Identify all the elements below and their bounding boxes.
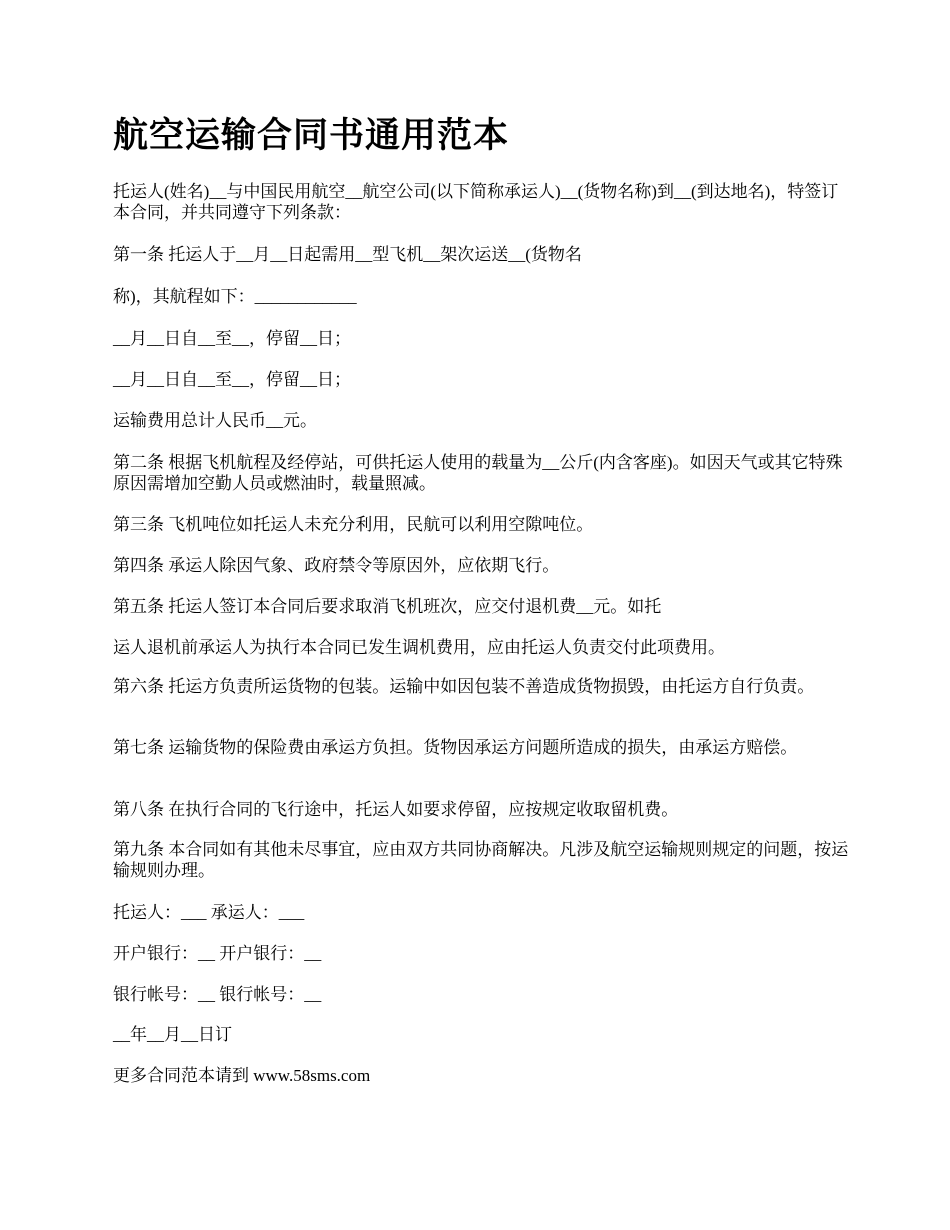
- clause-4: 第四条 承运人除因气象、政府禁令等原因外，应依期飞行。: [113, 556, 560, 575]
- clause-1-line-1: 第一条 托运人于__月__日起需用__型飞机__架次运送__(货物名: [113, 245, 582, 264]
- clause-5-line-1: 第五条 托运人签订本合同后要求取消飞机班次，应交付退机费__元。如托: [113, 597, 662, 616]
- clause-9: 第九条 本合同如有其他未尽事宜，应由双方共同协商解决。凡涉及航空运输规则规定的问题，按运输规则办理。: [113, 840, 849, 880]
- clause-5-line-2: 运人退机前承运人为执行本合同已发生调机费用，应由托运人负责交付此项费用。: [113, 638, 725, 657]
- document-title: 航空运输合同书通用范本: [113, 116, 510, 156]
- intro-paragraph: 托运人(姓名)__与中国民用航空__航空公司(以下简称承运人)__(货物名称)到__(到达地名)，特签订本合同，并共同遵守下列条款：: [113, 182, 839, 222]
- total-cost-line: 运输费用总计人民币__元。: [113, 411, 317, 430]
- bank-account-line: 银行帐号：__ 银行帐号：__: [113, 985, 322, 1004]
- clause-3: 第三条 飞机吨位如托运人未充分利用，民航可以利用空隙吨位。: [113, 515, 594, 534]
- clause-1-line-2: 称)，其航程如下：____________: [113, 287, 357, 306]
- signature-parties-line: 托运人：___ 承运人：___: [113, 903, 305, 922]
- clause-8: 第八条 在执行合同的飞行途中，托运人如要求停留，应按规定收取留机费。: [113, 800, 679, 819]
- bank-name-line: 开户银行：__ 开户银行：__: [113, 944, 322, 963]
- itinerary-line-2: __月__日自__至__，停留__日；: [113, 370, 351, 389]
- clause-2: 第二条 根据飞机航程及经停站，可供托运人使用的载量为__公斤(内含客座)。如因天气或其它特殊原因需增加空勤人员或燃油时，载量照减。: [113, 453, 843, 493]
- date-line: __年__月__日订: [113, 1025, 232, 1044]
- footer-more-templates: 更多合同范本请到 www.58sms.com: [113, 1066, 371, 1085]
- itinerary-line-1: __月__日自__至__，停留__日；: [113, 329, 351, 348]
- clause-6: 第六条 托运方负责所运货物的包装。运输中如因包装不善造成货物损毁，由托运方自行负责。: [113, 677, 815, 696]
- clause-7: 第七条 运输货物的保险费由承运方负担。货物因承运方问题所造成的损失，由承运方赔偿。: [113, 738, 798, 757]
